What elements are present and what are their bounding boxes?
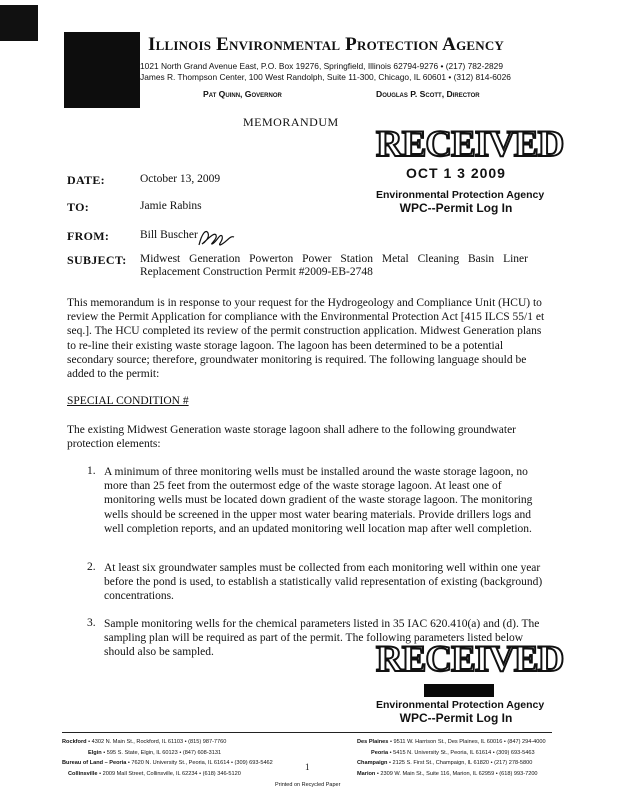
subject-value: Midwest Generation Powerton Power Station Metal Cleaning Basin Liner Replacement Construction Permit #2009-EB-2748 bbox=[140, 253, 528, 278]
footer-offices-left bbox=[62, 737, 273, 779]
footer-offices-right bbox=[357, 737, 546, 779]
list-item-text: Sample monitoring wells for the chemical parameters listed in 35 IAC 620.410(a) and (d). The sampling plan will be required as part of the permit. The following parameters listed below should also be sampled. bbox=[104, 618, 540, 659]
governor-name: Pat Quinn, Governor bbox=[203, 89, 282, 99]
footer-office: Rockford • 4302 N. Main St., Rockford, IL 61103 • (815) 987-7760 bbox=[62, 739, 227, 745]
received-stamp-date: OCT 1 3 2009 bbox=[406, 165, 506, 181]
from-value: Bill Buscher bbox=[140, 229, 198, 241]
received-stamp-agency: Environmental Protection Agency bbox=[376, 699, 545, 711]
recycled-paper-note: Printed on Recycled Paper bbox=[275, 782, 341, 788]
subject-label: SUBJECT: bbox=[67, 253, 127, 267]
memo-title: MEMORANDUM bbox=[243, 115, 339, 129]
scan-corner-mark bbox=[0, 5, 38, 41]
condition-intro: The existing Midwest Generation waste storage lagoon shall adhere to the following groundwater protection elements: bbox=[67, 424, 517, 451]
footer-divider bbox=[62, 732, 552, 733]
list-number: 2. bbox=[87, 561, 96, 573]
received-stamp-word: RECEIVED bbox=[376, 639, 564, 680]
address-line-2: James R. Thompson Center, 100 West Randolph, Suite 11-300, Chicago, IL 60601 • (312) 814-6026 bbox=[140, 72, 511, 82]
footer-office: Bureau of Land – Peoria • 7620 N. University St., Peoria, IL 61614 • (309) 693-5462 bbox=[62, 760, 273, 766]
footer-office: Champaign • 2125 S. First St., Champaign, IL 61820 • (217) 278-5800 bbox=[357, 760, 533, 766]
footer-office: Collinsville • 2009 Mall Street, Collinsville, IL 62234 • (618) 346-5120 bbox=[68, 770, 241, 777]
received-stamp-log: WPC--Permit Log In bbox=[399, 711, 513, 725]
date-value: October 13, 2009 bbox=[140, 173, 221, 185]
special-condition-heading: SPECIAL CONDITION # bbox=[67, 395, 189, 407]
to-label: TO: bbox=[67, 200, 90, 214]
handwritten-initials bbox=[196, 227, 238, 249]
list-number: 3. bbox=[87, 617, 96, 629]
footer-office: Des Plaines • 9511 W. Harrison St., Des Plaines, IL 60016 • (847) 294-4000 bbox=[357, 739, 546, 745]
address-line-1: 1021 North Grand Avenue East, P.O. Box 19276, Springfield, Illinois 62794-9276 • (217) 782-2829 bbox=[140, 61, 503, 71]
received-stamp-agency: Environmental Protection Agency bbox=[376, 189, 545, 201]
agency-logo bbox=[64, 32, 140, 108]
intro-paragraph: This memorandum is in response to your request for the Hydrogeology and Compliance Unit (HCU) to review the Permit Application for compliance with the Environmental Protection Act [415 ILCS 55/1 et seq.]. The HCU completed its review of the permit construction application. Midwest Generation plans to re-line their existing waste storage lagoon. The lagoon has been determined to be a potential secondary source; therefore, groundwater monitoring is required. The following language should be added to the permit: bbox=[67, 297, 545, 381]
redaction-bar bbox=[424, 684, 494, 697]
list-item-text: A minimum of three monitoring wells must be installed around the waste storage lagoon, no more than 25 feet from the outermost edge of the waste storage lagoon. At least one of monitoring wells must be located down gradient of the waste storage lagoon. The monitoring wells should be screened in the upper most water bearing materials. Provide drillers logs and well completion reports, and an updated monitoring well location map after well completion. bbox=[104, 466, 533, 535]
list-number: 1. bbox=[87, 465, 96, 477]
received-stamp-bottom bbox=[376, 639, 564, 725]
footer-office: Peoria • 5415 N. University St., Peoria, IL 61614 • (309) 693-5463 bbox=[371, 749, 535, 756]
to-value: Jamie Rabins bbox=[140, 200, 202, 212]
date-label: DATE: bbox=[67, 173, 105, 187]
list-item-text: At least six groundwater samples must be collected from each monitoring well within one year before the pond is used, to establish a statistically valid representation of existing (background) concentrations. bbox=[104, 562, 543, 603]
footer-office: Marion • 2309 W. Main St., Suite 116, Marion, IL 62959 • (618) 993-7200 bbox=[357, 770, 538, 777]
from-label: FROM: bbox=[67, 229, 110, 243]
page-number: 1 bbox=[305, 762, 310, 772]
footer-office: Elgin • 595 S. State, Elgin, IL 60123 • (847) 608-3131 bbox=[88, 749, 222, 756]
received-stamp-top bbox=[376, 124, 564, 215]
received-stamp-word: RECEIVED bbox=[376, 124, 564, 165]
agency-name: Illinois Environmental Protection Agency bbox=[148, 34, 505, 55]
received-stamp-log: WPC--Permit Log In bbox=[399, 201, 513, 215]
director-name: Douglas P. Scott, Director bbox=[376, 89, 480, 99]
